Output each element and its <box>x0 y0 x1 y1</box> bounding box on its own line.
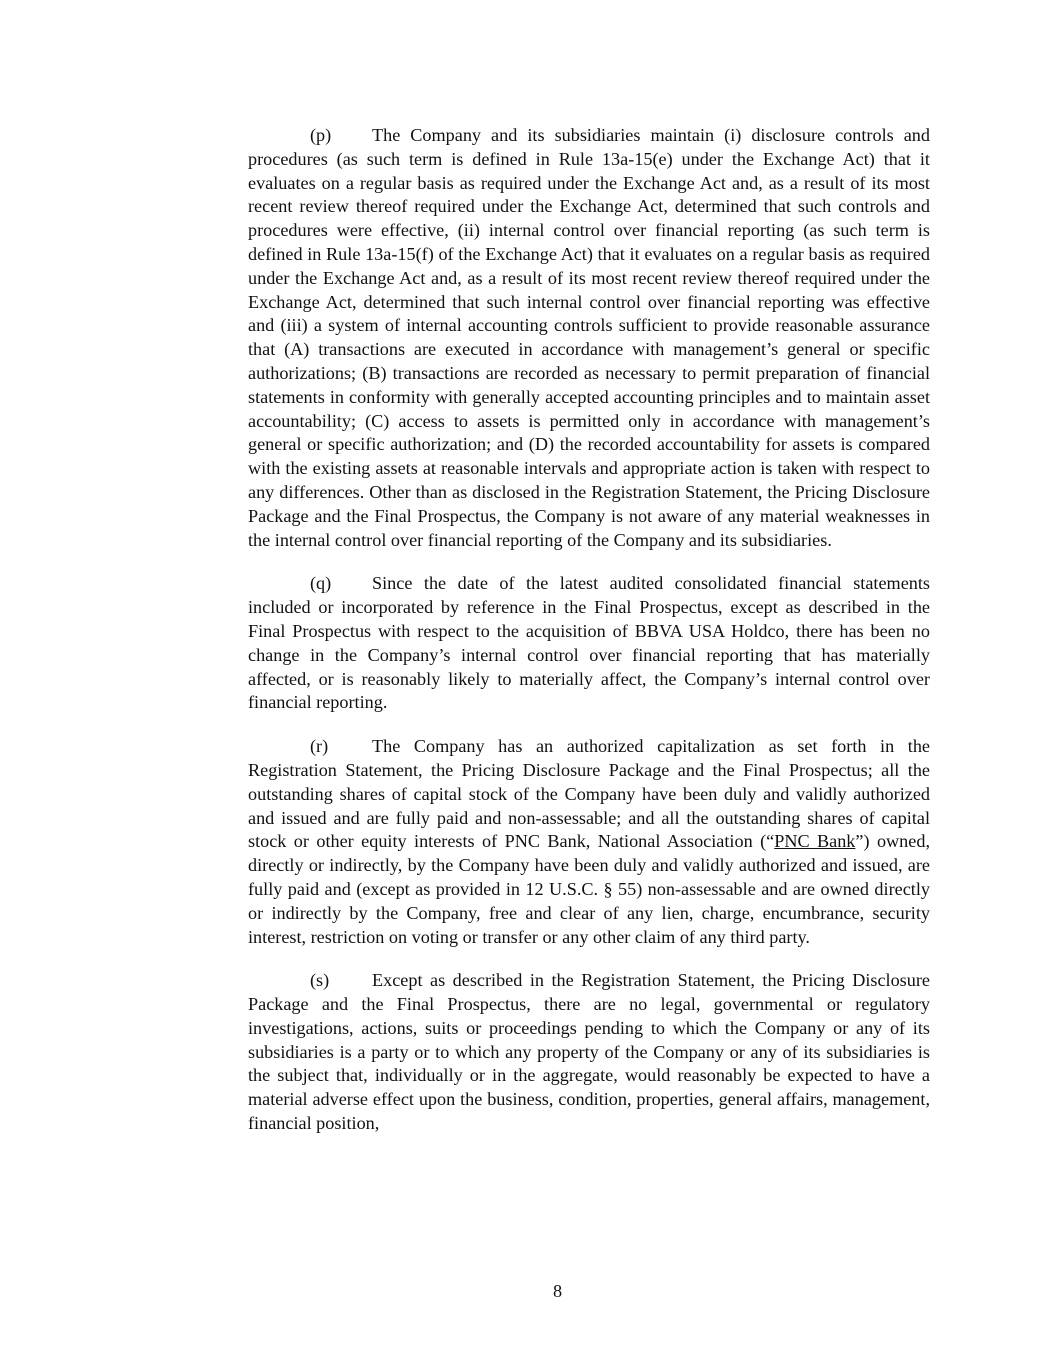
paragraph-marker-p: (p) <box>310 125 332 145</box>
paragraph-r <box>248 735 930 949</box>
paragraph-s <box>248 969 930 1136</box>
paragraph-text-p: The Company and its subsidiaries maintain (i) disclosure controls and procedures (as such term is defined in Rule 13a-15(e) under the Exchange Act) that it evaluates on a regular basis as required under the Exchange Act and, as a result of its most recent review thereof required under the Exchange Act, determined that such controls and procedures were effective, (ii) internal control over financial reporting (as such term is defined in Rule 13a-15(f) of the Exchange Act) that it evaluates on a regular basis as required under the Exchange Act and, as a result of its most recent review thereof required under the Exchange Act, determined that such internal control over financial reporting was effective and (iii) a system of internal accounting controls sufficient to provide reasonable assurance that (A) transactions are executed in accordance with management’s general or specific authorizations; (B) transactions are recorded as necessary to permit preparation of financial statements in conformity with generally accepted accounting principles and to maintain asset accountability; (C) access to assets is permitted only in accordance with management’s general or specific authorization; and (D) the recorded accountability for assets is compared with the existing assets at reasonable intervals and appropriate action is taken with respect to any differences. Other than as disclosed in the Registration Statement, the Pricing Disclosure Package and the Final Prospectus, the Company is not aware of any material weaknesses in the internal control over financial reporting of the Company and its subsidiaries. <box>248 125 930 550</box>
paragraph-text-r-after: ”) owned, directly or indirectly, by the Company have been duly and validly authorized and issued, are fully paid and (except as provided in 12 U.S.C. § 55) non-assessable and are owned directly or indirectly by the Company, free and clear of any lien, charge, encumbrance, security interest, restriction on voting or transfer or any other claim of any third party. <box>248 831 930 947</box>
paragraph-marker-q: (q) <box>310 573 332 594</box>
paragraph-text-r-before: The Company has an authorized capitalization as set forth in the Registration Statement, the Pricing Disclosure Package and the Final Prospectus; all the outstanding shares of capital stock of the Company have been duly and validly authorized and issued and are fully paid and non-assessable; and all the outstanding shares of capital stock or other equity interests of PNC Bank, National Association (“ <box>248 736 930 852</box>
paragraph-text-q: Since the date of the latest audited consolidated financial statements included or incorporated by reference in the Final Prospectus, except as described in the Final Prospectus with respect to the acquisition of BBVA USA Holdco, there has been no change in the Company’s internal control over financial reporting that has materially affected, or is reasonably likely to materially affect, the Company’s internal control over financial reporting. <box>248 573 930 713</box>
document-body <box>248 124 930 1156</box>
defined-term-pnc-bank: PNC Bank <box>774 831 856 852</box>
paragraph-marker-r: (r) <box>310 736 329 757</box>
paragraph-p <box>248 124 930 552</box>
paragraph-marker-s: (s) <box>310 970 330 991</box>
page-number: 8 <box>552 1281 563 1301</box>
paragraph-text-s: Except as described in the Registration Statement, the Pricing Disclosure Package and the Final Prospectus, there are no legal, governmental or regulatory investigations, actions, suits or proceedings pending to which the Company or any of its subsidiaries is a party or to which any property of the Company or any of its subsidiaries is the subject that, individually or in the aggregate, would reasonably be expected to have a material adverse effect upon the business, condition, properties, general affairs, management, financial position, <box>248 970 930 1134</box>
paragraph-q <box>248 572 930 715</box>
